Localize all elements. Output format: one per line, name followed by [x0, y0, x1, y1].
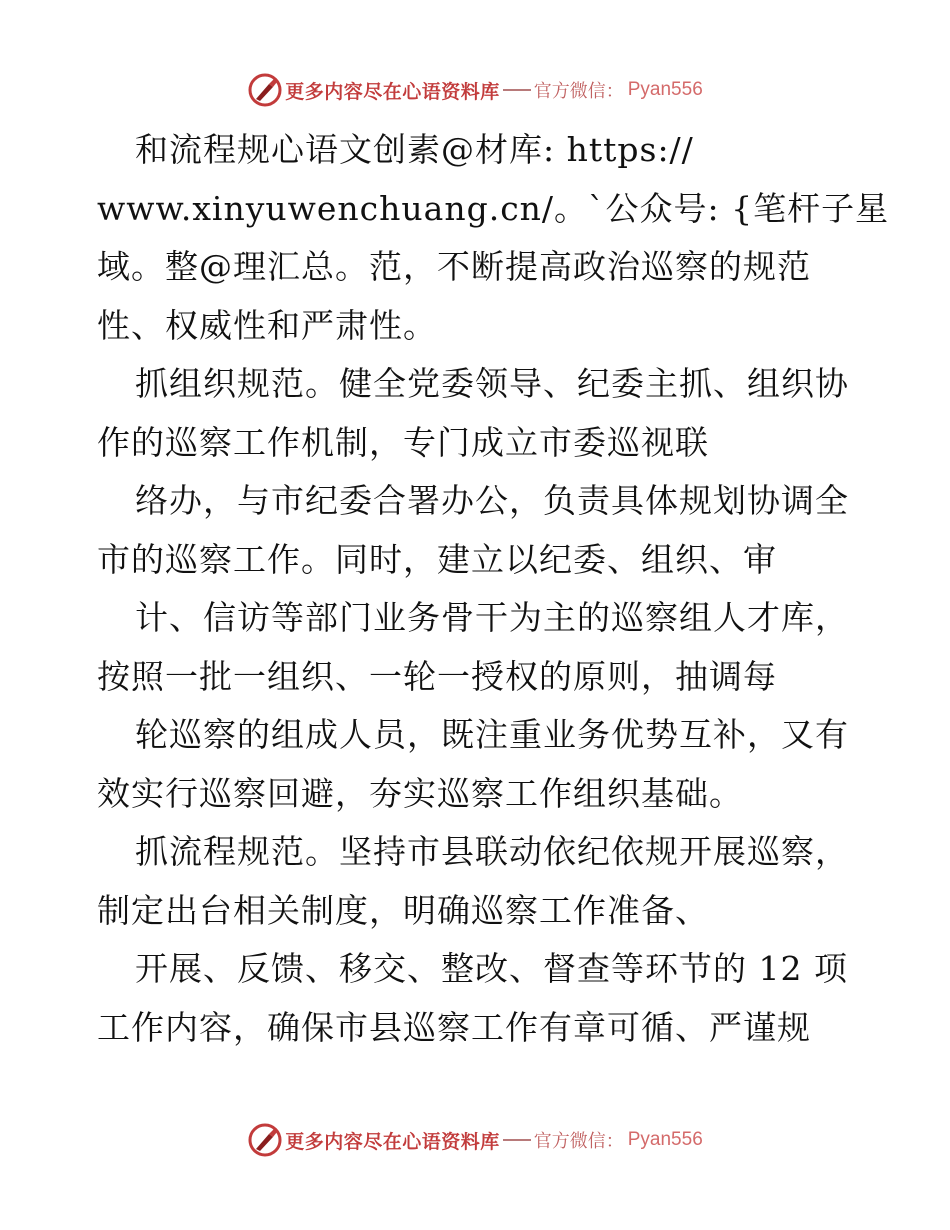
text-line: 抓流程规范。坚持市县联动依纪依规开展巡察， — [135, 832, 849, 871]
banner-dash — [503, 1139, 531, 1141]
pen-logo-icon — [247, 72, 283, 108]
banner-wechat-id: Pyan556 — [627, 1129, 703, 1150]
text-line: 轮巡察的组成人员，既注重业务优势互补，又有 — [135, 715, 849, 754]
text-line: www.xinyuwenchuang.cn/。`公众号: {笔杆子星 — [97, 188, 890, 228]
header-banner — [0, 70, 950, 110]
text-line: 域。整@理汇总。范，不断提高政治巡察的规范 — [97, 247, 811, 286]
text-line: 效实行巡察回避，夯实巡察工作组织基础。 — [97, 773, 743, 813]
banner-dash — [503, 89, 531, 91]
banner-wechat-id: Pyan556 — [627, 79, 703, 100]
text-line: 和流程规心语文创素@材库: https:// — [135, 130, 694, 169]
text-line: 开展、反馈、移交、整改、督查等环节的 12 项 — [135, 949, 848, 988]
banner-title: 更多内容尽在心语资料库 — [285, 80, 500, 103]
text-line: 性、权威性和严肃性。 — [97, 305, 437, 345]
text-line: 按照一批一组织、一轮一授权的原则，抽调每 — [97, 656, 777, 696]
pen-logo-icon — [247, 1122, 283, 1158]
text-line: 络办，与市纪委合署办公，负责具体规划协调全 — [135, 481, 849, 520]
text-line: 市的巡察工作。同时，建立以纪委、组织、审 — [97, 539, 777, 579]
document-body — [97, 126, 890, 1062]
text-line: 计、信访等部门业务骨干为主的巡察组人才库， — [135, 598, 849, 637]
text-line: 工作内容，确保市县巡察工作有章可循、严谨规 — [97, 1007, 811, 1047]
footer-banner — [0, 1120, 950, 1160]
text-line: 制定出台相关制度，明确巡察工作准备、 — [97, 890, 709, 930]
text-line: 抓组织规范。健全党委领导、纪委主抓、组织协 — [135, 364, 849, 403]
banner-wechat-label: 官方微信： — [533, 81, 624, 102]
text-line: 作的巡察工作机制，专门成立市委巡视联 — [97, 422, 709, 462]
banner-title: 更多内容尽在心语资料库 — [285, 1130, 500, 1153]
banner-wechat-label: 官方微信： — [533, 1131, 624, 1152]
